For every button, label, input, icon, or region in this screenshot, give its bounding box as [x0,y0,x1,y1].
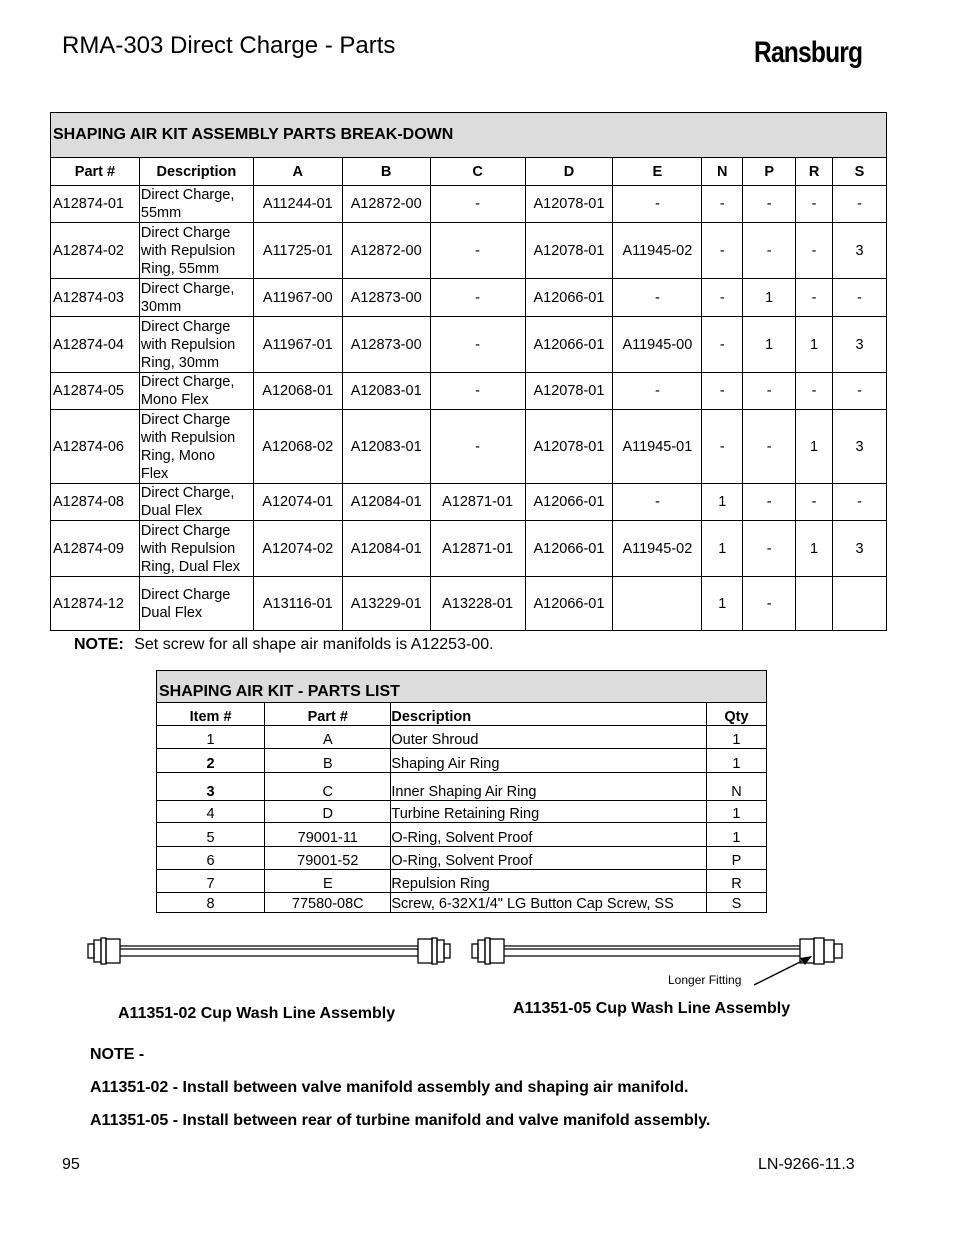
component-cell-a: A12068-02 [253,410,342,484]
description-line: Direct Charge [140,224,231,241]
description-line: Direct Charge, [140,280,235,297]
parts-list-row [157,823,767,847]
description-line: Dual Flex [140,604,203,621]
component-cell-p: - [743,186,796,223]
col-header: Description [391,703,707,726]
col-header: C [430,158,525,186]
component-cell-c: A12871-01 [430,484,525,521]
longer-fitting-callout: Longer Fitting [668,973,742,987]
parts-list-row [157,773,767,801]
component-cell-d: A12078-01 [525,410,613,484]
note-text: Set screw for all shape air manifolds is A12253-00. [134,636,494,653]
component-cell-n: - [702,279,743,317]
component-cell-s: - [833,279,887,317]
component-cell-c: - [430,223,525,279]
component-cell-a: A12068-01 [253,373,342,410]
parts-list-row [157,749,767,773]
breakdown-row [51,410,887,484]
description-cell: Shaping Air Ring [391,749,707,773]
component-cell-e: - [613,186,702,223]
breakdown-header-row [51,158,887,186]
description-line: Ring, 55mm [140,260,220,277]
component-cell-r: - [796,484,833,521]
page-title: RMA-303 Direct Charge - Parts [62,32,396,59]
col-header: Description [139,158,253,186]
part-cell: A [265,726,391,749]
col-header: B [342,158,430,186]
part-number-cell: A12874-12 [51,577,140,631]
item-cell: 7 [157,870,265,893]
description-cell: Inner Shaping Air Ring [391,773,707,801]
part-cell: 77580-08C [265,893,391,913]
component-cell-c: A13228-01 [430,577,525,631]
description-cell: Repulsion Ring [391,870,707,893]
col-header: Item # [157,703,265,726]
breakdown-body [51,186,887,631]
component-cell-s: 3 [833,223,887,279]
component-cell-a: A13116-01 [253,577,342,631]
part-cell: E [265,870,391,893]
component-cell-d: A12078-01 [525,223,613,279]
qty-cell: 1 [706,726,766,749]
component-cell-r [796,577,833,631]
component-cell-e: A11945-02 [613,521,702,577]
component-cell-b: A12084-01 [342,521,430,577]
col-header: Part # [51,158,140,186]
description-cell [139,484,253,521]
part-number-cell: A12874-01 [51,186,140,223]
breakdown-row [51,186,887,223]
component-cell-d: A12066-01 [525,279,613,317]
component-cell-e: A11945-01 [613,410,702,484]
component-cell-n: - [702,223,743,279]
component-cell-c: - [430,186,525,223]
qty-cell: 1 [706,823,766,847]
parts-list-body [157,726,767,913]
description-cell: O-Ring, Solvent Proof [391,823,707,847]
component-cell-e: - [613,484,702,521]
component-cell-d: A12066-01 [525,577,613,631]
description-line: Dual Flex [140,503,203,519]
component-cell-a: A11967-01 [253,317,342,373]
component-cell-p: - [743,484,796,521]
item-cell: 1 [157,726,265,749]
description-line: 55mm [140,205,182,221]
description-line: with Repulsion [140,242,236,259]
col-header: Part # [265,703,391,726]
item-cell: 8 [157,893,265,913]
parts-list-row [157,726,767,749]
breakdown-row [51,484,887,521]
description-line: with Repulsion [140,429,236,446]
component-cell-b: A12873-00 [342,317,430,373]
component-cell-c: - [430,279,525,317]
parts-list-row [157,847,767,870]
component-cell-n: - [702,186,743,223]
component-cell-p: - [743,410,796,484]
figure-caption-05: A11351-05 Cup Wash Line Assembly [513,1000,791,1017]
col-header: A [253,158,342,186]
figure-caption-02: A11351-02 Cup Wash Line Assembly [118,1005,396,1022]
part-cell: B [265,749,391,773]
component-cell-n: - [702,373,743,410]
col-header: E [613,158,702,186]
qty-cell: 1 [706,801,766,823]
component-cell-s [833,577,887,631]
description-cell [139,577,253,631]
parts-list-title: SHAPING AIR KIT - PARTS LIST [157,671,767,703]
col-header: S [833,158,887,186]
component-cell-r: - [796,279,833,317]
qty-cell: S [706,893,766,913]
description-cell [139,317,253,373]
component-cell-r: 1 [796,521,833,577]
description-cell: O-Ring, Solvent Proof [391,847,707,870]
component-cell-e [613,577,702,631]
item-cell: 2 [157,749,265,773]
component-cell-b: A12872-00 [342,223,430,279]
document-number: LN-9266-11.3 [758,1156,855,1173]
description-line: Ring, Dual Flex [140,558,241,575]
component-cell-n: 1 [702,521,743,577]
component-cell-n: 1 [702,577,743,631]
component-cell-n: - [702,317,743,373]
item-cell: 4 [157,801,265,823]
setscrew-note [74,636,494,654]
description-cell [139,186,253,223]
description-line: with Repulsion [140,540,236,557]
breakdown-row [51,279,887,317]
component-cell-c: - [430,410,525,484]
component-cell-n: - [702,410,743,484]
component-cell-r: - [796,373,833,410]
component-cell-b: A12084-01 [342,484,430,521]
col-header: D [525,158,613,186]
callout-arrow [750,952,820,992]
part-number-cell: A12874-04 [51,317,140,373]
description-cell [139,279,253,317]
qty-cell: P [706,847,766,870]
item-cell: 5 [157,823,265,847]
component-cell-s: 3 [833,521,887,577]
description-line: Direct Charge, [140,187,235,203]
description-line: Flex [140,465,169,482]
component-cell-c: - [430,317,525,373]
col-header: N [702,158,743,186]
col-header: R [796,158,833,186]
component-cell-r: - [796,186,833,223]
description-cell: Outer Shroud [391,726,707,749]
cup-wash-line-02-drawing [86,934,454,968]
part-cell: 79001-52 [265,847,391,870]
component-cell-r: - [796,223,833,279]
breakdown-row [51,577,887,631]
component-cell-c: - [430,373,525,410]
component-cell-e: - [613,373,702,410]
component-cell-d: A12078-01 [525,373,613,410]
component-cell-a: A12074-02 [253,521,342,577]
component-cell-a: A11967-00 [253,279,342,317]
component-cell-n: 1 [702,484,743,521]
part-number-cell: A12874-03 [51,279,140,317]
description-line: Direct Charge, [140,485,235,501]
component-cell-b: A12873-00 [342,279,430,317]
description-line: 30mm [140,298,182,315]
part-number-cell: A12874-06 [51,410,140,484]
qty-cell: 1 [706,749,766,773]
component-cell-b: A12083-01 [342,410,430,484]
parts-list-header-row [157,703,767,726]
component-cell-d: A12066-01 [525,317,613,373]
brand-logo: Ransburg [754,36,863,69]
part-number-cell: A12874-05 [51,373,140,410]
description-line: Direct Charge [140,411,231,428]
component-cell-p: - [743,577,796,631]
description-line: Ring, 30mm [140,354,220,371]
component-cell-c: A12871-01 [430,521,525,577]
component-cell-a: A11244-01 [253,186,342,223]
install-note-line: A11351-02 - Install between valve manifold assembly and shaping air manifold. [90,1079,689,1096]
description-cell [139,410,253,484]
breakdown-row [51,223,887,279]
part-cell: 79001-11 [265,823,391,847]
component-cell-r: 1 [796,410,833,484]
component-cell-e: A11945-00 [613,317,702,373]
description-cell [139,373,253,410]
part-number-cell: A12874-08 [51,484,140,521]
component-cell-e: A11945-02 [613,223,702,279]
part-cell: C [265,773,391,801]
component-cell-r: 1 [796,317,833,373]
description-cell [139,521,253,577]
component-cell-b: A12872-00 [342,186,430,223]
component-cell-a: A12074-01 [253,484,342,521]
description-line: Direct Charge [140,522,231,539]
description-line: with Repulsion [140,336,236,353]
component-cell-p: - [743,521,796,577]
part-number-cell: A12874-02 [51,223,140,279]
component-cell-d: A12078-01 [525,186,613,223]
description-cell [139,223,253,279]
note-label: NOTE: [74,636,124,653]
component-cell-p: 1 [743,317,796,373]
component-cell-s: - [833,484,887,521]
description-line: Direct Charge, [140,374,235,390]
component-cell-d: A12066-01 [525,484,613,521]
component-cell-b: A13229-01 [342,577,430,631]
component-cell-s: 3 [833,317,887,373]
col-header: Qty [706,703,766,726]
part-number-cell: A12874-09 [51,521,140,577]
description-cell: Screw, 6-32X1/4" LG Button Cap Screw, SS [391,893,707,913]
component-cell-p: - [743,373,796,410]
component-cell-e: - [613,279,702,317]
component-cell-b: A12083-01 [342,373,430,410]
description-cell: Turbine Retaining Ring [391,801,707,823]
parts-list-row [157,870,767,893]
breakdown-row [51,317,887,373]
component-cell-s: - [833,186,887,223]
description-line: Mono Flex [140,392,209,408]
parts-list-table [156,670,767,913]
component-cell-s: 3 [833,410,887,484]
item-cell: 6 [157,847,265,870]
page-number: 95 [62,1156,80,1173]
qty-cell: N [706,773,766,801]
install-note-line: A11351-05 - Install between rear of turbine manifold and valve manifold assembly. [90,1112,711,1129]
description-line: Ring, Mono [140,447,216,464]
component-cell-p: 1 [743,279,796,317]
item-cell: 3 [157,773,265,801]
install-note-heading: NOTE - [90,1046,145,1063]
component-cell-p: - [743,223,796,279]
component-cell-d: A12066-01 [525,521,613,577]
breakdown-row [51,521,887,577]
breakdown-title: SHAPING AIR KIT ASSEMBLY PARTS BREAK-DOWN [51,113,887,158]
component-cell-s: - [833,373,887,410]
parts-list-row [157,801,767,823]
col-header: P [743,158,796,186]
description-line: Direct Charge [140,586,231,603]
breakdown-row [51,373,887,410]
qty-cell: R [706,870,766,893]
description-line: Direct Charge [140,318,231,335]
breakdown-table [50,112,887,631]
part-cell: D [265,801,391,823]
parts-list-row [157,893,767,913]
component-cell-a: A11725-01 [253,223,342,279]
